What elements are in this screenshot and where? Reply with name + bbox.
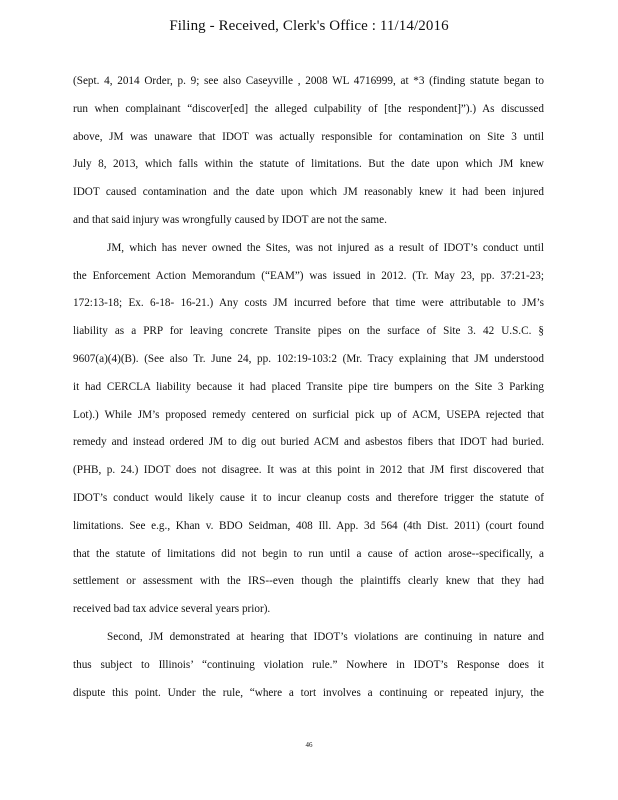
text-line: IDOT’s conduct would likely cause it to incur cleanup costs and therefore trigger the statute of bbox=[73, 491, 544, 504]
text-line: liability as a PRP for leaving concrete Transite pipes on the surface of Site 3. 42 U.S.C. § bbox=[73, 325, 544, 338]
text-line: IDOT caused contamination and the date upon which JM reasonably knew it had been injured bbox=[73, 186, 544, 199]
text-line: run when complainant “discover[ed] the alleged culpability of [the respondent]”).) As discussed bbox=[73, 102, 544, 115]
filing-stamp-header: Filing - Received, Clerk's Office : 11/14/2016 bbox=[169, 18, 449, 34]
text-line: above, JM was unaware that IDOT was actually responsible for contamination on Site 3 until bbox=[73, 130, 544, 143]
text-line: and that said injury was wrongfully caused by IDOT are not the same. bbox=[73, 213, 387, 226]
text-line: settlement or assessment with the IRS--even though the plaintiffs clearly knew that they had bbox=[73, 575, 544, 588]
text-line: 9607(a)(4)(B). (See also Tr. June 24, pp. 102:19-103:2 (Mr. Tracy explaining that JM understood bbox=[73, 352, 544, 365]
paragraph-3 bbox=[73, 624, 544, 707]
paragraph-1 bbox=[73, 68, 544, 235]
text-line: Second, JM demonstrated at hearing that IDOT’s violations are continuing in nature and bbox=[107, 630, 544, 643]
text-line: Lot).) While JM’s proposed remedy centered on surficial pick up of ACM, USEPA rejected that bbox=[73, 408, 544, 421]
page-number: 46 bbox=[305, 741, 313, 749]
text-line: 172:13-18; Ex. 6-18- 16-21.) Any costs JM incurred before that time were attributable to JM’s bbox=[73, 297, 544, 310]
text-line: thus subject to Illinois’ “continuing violation rule.” Nowhere in IDOT’s Response does it bbox=[73, 658, 544, 671]
text-line: dispute this point. Under the rule, “where a tort involves a continuing or repeated injury, the bbox=[73, 686, 544, 699]
paragraph-2 bbox=[73, 235, 544, 624]
text-line: that the statute of limitations did not begin to run until a cause of action arose--specifically, a bbox=[73, 547, 544, 560]
text-line: limitations. See e.g., Khan v. BDO Seidman, 408 Ill. App. 3d 564 (4th Dist. 2011) (court found bbox=[73, 519, 544, 532]
text-line: (PHB, p. 24.) IDOT does not disagree. It was at this point in 2012 that JM first discovered that bbox=[73, 464, 544, 477]
text-line: JM, which has never owned the Sites, was not injured as a result of IDOT’s conduct until bbox=[107, 241, 544, 254]
text-line: it had CERCLA liability because it had placed Transite pipe tire bumpers on the Site 3 Parking bbox=[73, 380, 544, 393]
text-line: received bad tax advice several years prior). bbox=[73, 603, 271, 616]
document-body bbox=[73, 68, 544, 707]
text-line: the Enforcement Action Memorandum (“EAM”) was issued in 2012. (Tr. May 23, pp. 37:21-23; bbox=[73, 269, 544, 282]
text-line: (Sept. 4, 2014 Order, p. 9; see also Caseyville , 2008 WL 4716999, at *3 (finding statute began to bbox=[73, 75, 544, 87]
text-line: July 8, 2013, which falls within the statute of limitations. But the date upon which JM knew bbox=[73, 158, 544, 171]
text-line: remedy and instead ordered JM to dig out buried ACM and asbestos fibers that IDOT had buried. bbox=[73, 436, 544, 449]
